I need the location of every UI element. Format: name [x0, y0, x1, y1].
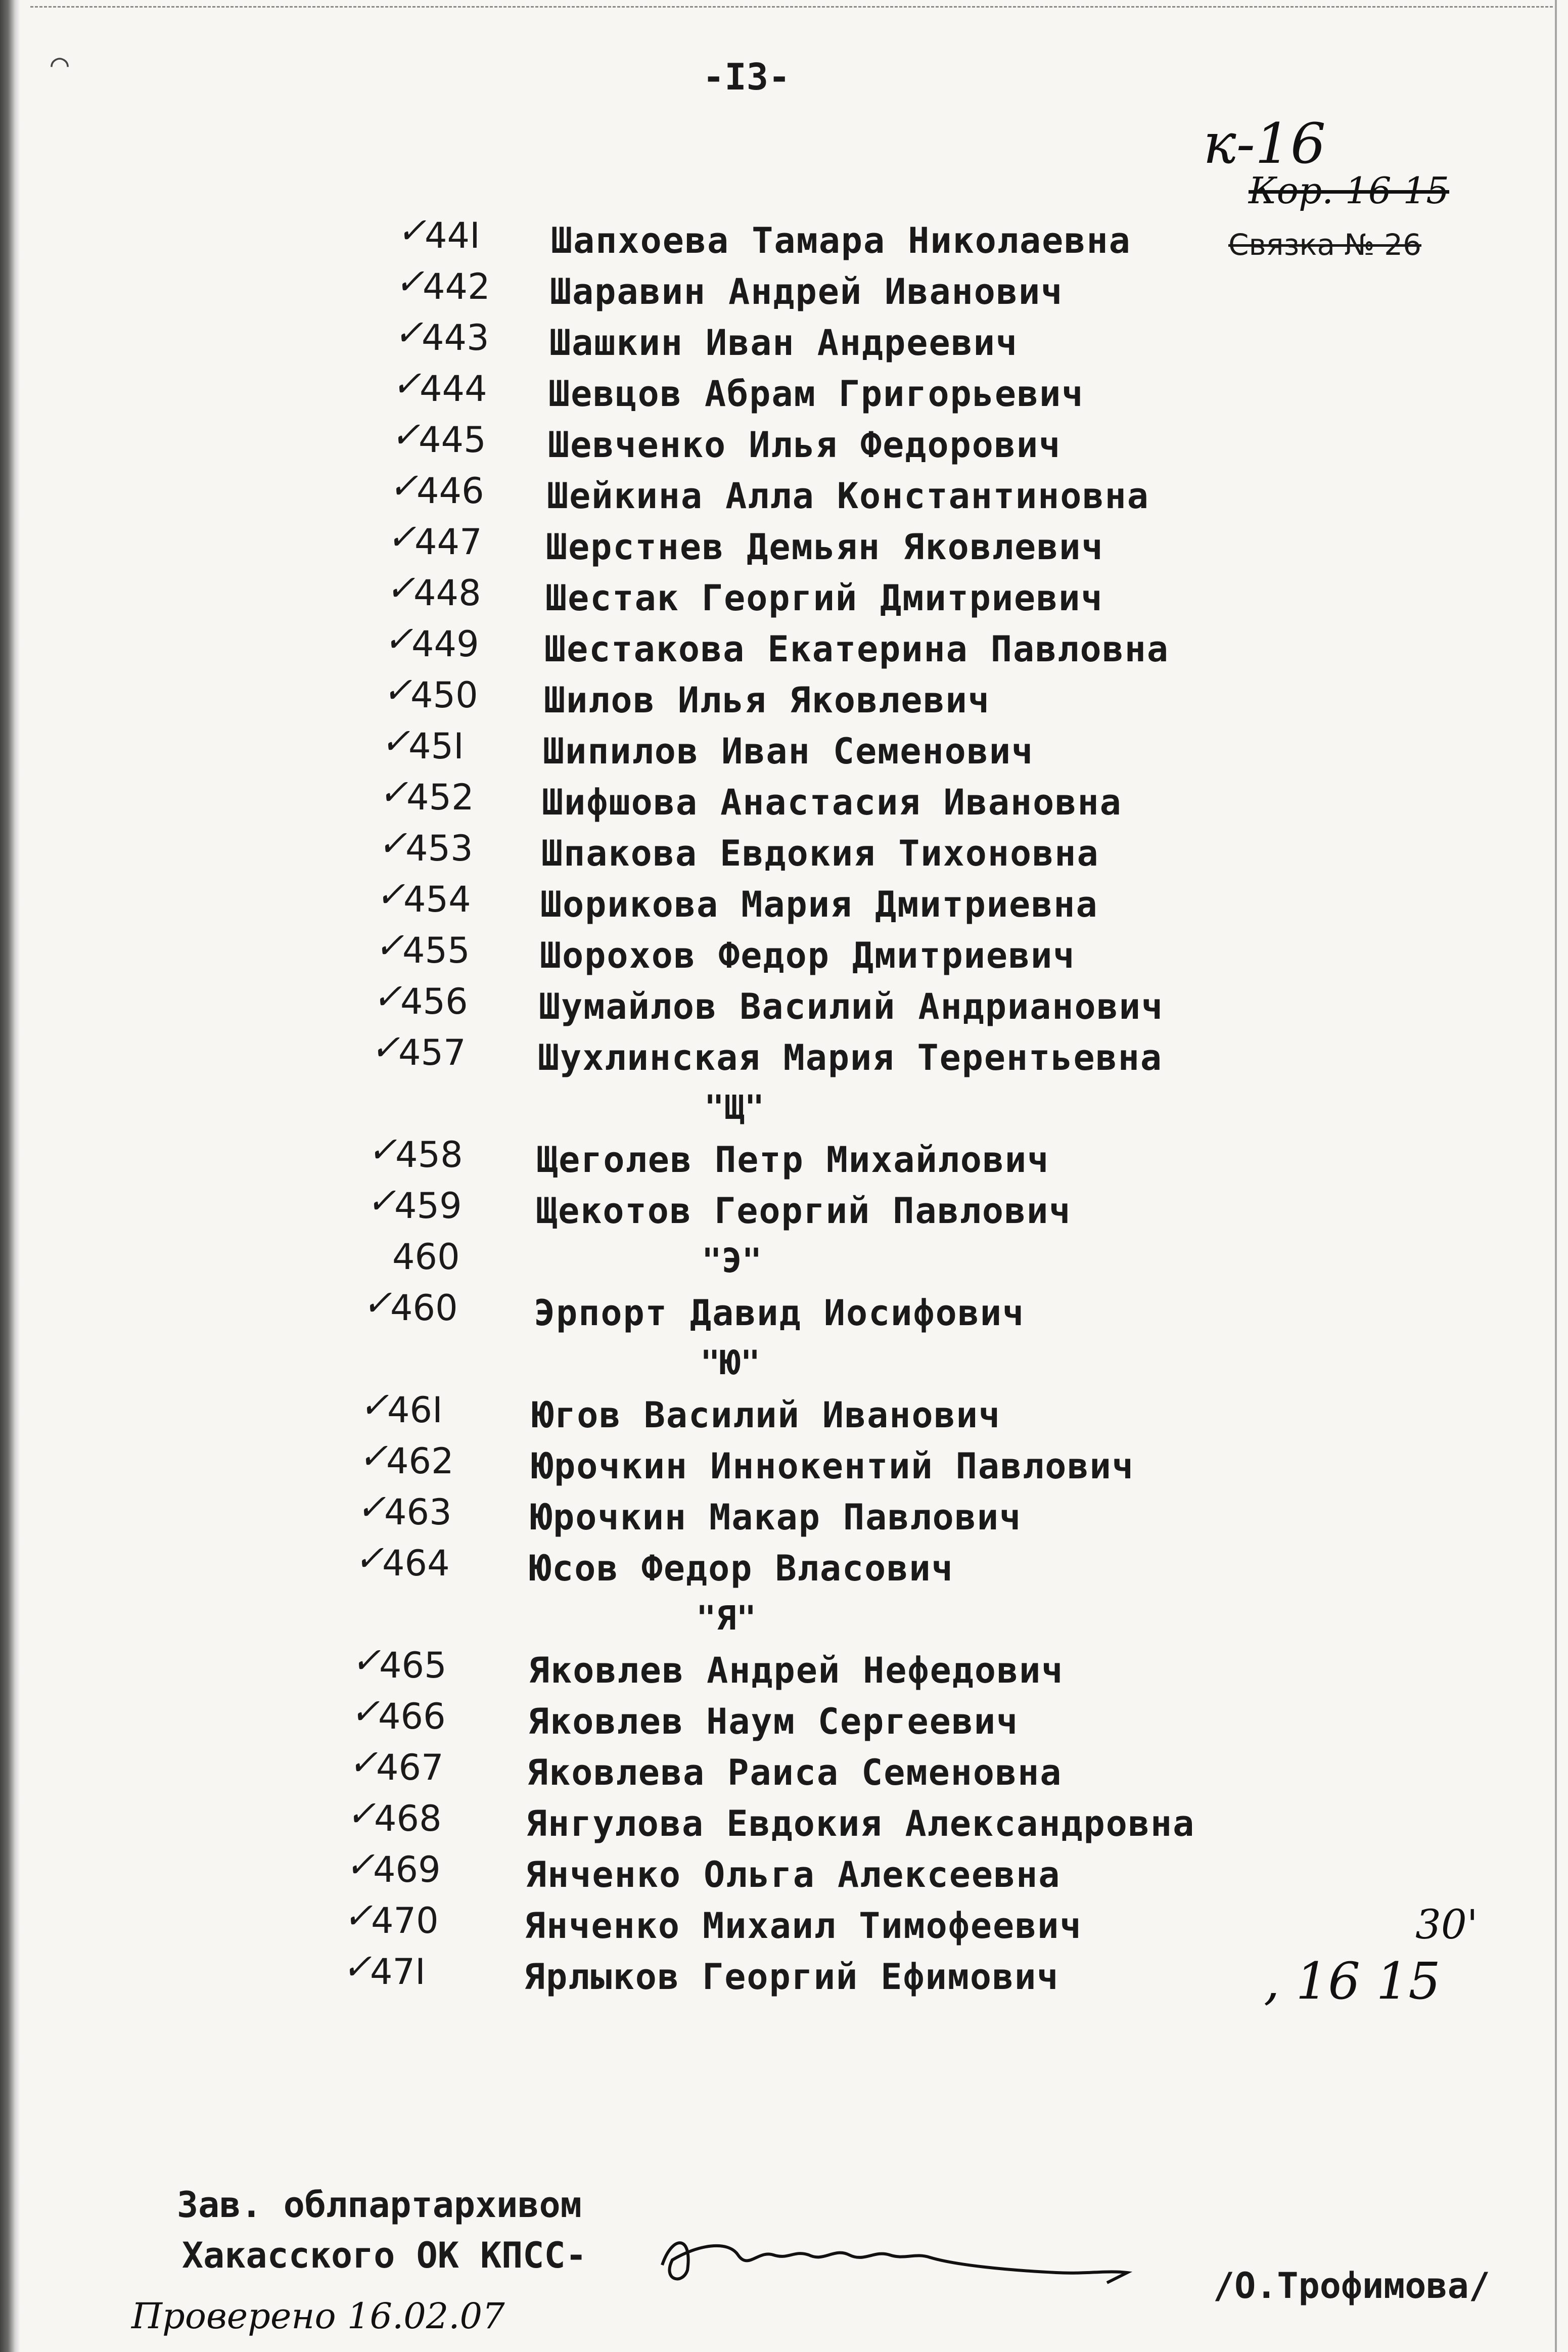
entry-number: 443 — [422, 317, 489, 358]
checkmark-icon: ✓ — [371, 1027, 400, 1068]
entry-number: 460 — [392, 1236, 460, 1278]
entry-number: 469 — [373, 1849, 441, 1890]
checkmark-icon: ✓ — [373, 976, 402, 1017]
entry-number: 450 — [410, 674, 478, 716]
entry-number: 447 — [414, 521, 482, 563]
entry-name: Шейкина Алла Константиновна — [547, 475, 1149, 517]
entry-name: Щеголев Петр Михайлович — [536, 1139, 1050, 1181]
checkmark-icon: ✓ — [356, 1486, 386, 1528]
entry-number: 448 — [413, 572, 481, 614]
entry-number: 467 — [376, 1747, 444, 1788]
letter-heading: "Э" — [702, 1241, 762, 1280]
footer-organization: Хакасского ОК КПСС- — [182, 2235, 587, 2276]
entry-name: Яковлев Наум Сергеевич — [528, 1701, 1019, 1742]
top-rule — [30, 6, 1553, 11]
box-annotation: Кор. 16 15 — [1249, 169, 1450, 212]
entry-number: 455 — [402, 930, 470, 971]
entry-name: Югов Василий Иванович — [532, 1394, 1001, 1436]
entry-number: 458 — [395, 1134, 463, 1175]
entry-number: 46I — [387, 1389, 443, 1431]
checkmark-icon: ✓ — [381, 720, 410, 762]
checkmark-icon: ✓ — [394, 312, 424, 353]
entry-number: 454 — [403, 879, 471, 920]
entry-name: Шашкин Иван Андреевич — [549, 322, 1019, 364]
entry-name: Яковлева Раиса Семеновна — [527, 1752, 1063, 1793]
entry-name: Шорикова Мария Дмитриевна — [540, 884, 1098, 925]
entry-name: Шевченко Илья Федорович — [548, 424, 1062, 466]
footer-signer: /О.Трофимова/ — [1213, 2265, 1490, 2306]
checkmark-icon: ✓ — [348, 1742, 378, 1783]
checkmark-icon: ✓ — [379, 772, 408, 813]
entry-number: 446 — [417, 470, 484, 512]
checkmark-icon: ✓ — [395, 261, 425, 302]
checkmark-icon: ✓ — [378, 823, 407, 864]
entry-name: Шерстнев Демьян Яковлевич — [546, 526, 1104, 568]
checkmark-icon: ✓ — [350, 1691, 380, 1732]
checkmark-icon: ✓ — [367, 1129, 397, 1170]
entry-number: 45I — [408, 726, 464, 767]
entry-name: Яковлев Андрей Нефедович — [528, 1650, 1064, 1691]
letter-heading: "Я" — [696, 1599, 757, 1638]
checkmark-icon: ✓ — [359, 1384, 389, 1426]
entry-number: 44I — [425, 215, 480, 256]
entry-number: 460 — [390, 1287, 458, 1329]
entry-name: Щекотов Георгий Павлович — [536, 1190, 1072, 1232]
checkmark-icon: ✓ — [342, 1946, 372, 1987]
entry-name: Ярлыков Георгий Ефимович — [524, 1956, 1059, 1998]
right-edge — [1555, 0, 1557, 2352]
binding-edge — [0, 0, 20, 2352]
checkmark-icon: ✓ — [354, 1537, 384, 1579]
letter-heading: "Ю" — [700, 1343, 761, 1382]
footer-title: Зав. облпартархивом — [177, 2184, 582, 2226]
checkmark-icon: ✓ — [351, 1640, 381, 1681]
entry-name: Шорохов Федор Дмитриевич — [540, 935, 1076, 976]
checkmark-icon: ✓ — [375, 925, 404, 966]
checkmark-icon: ✓ — [376, 874, 405, 915]
entry-number: 442 — [423, 266, 490, 307]
entry-number: 457 — [398, 1032, 466, 1073]
letter-heading: "Щ" — [704, 1088, 765, 1127]
entry-name: Юсов Федор Власович — [530, 1548, 954, 1589]
checkmark-icon: ✓ — [346, 1793, 376, 1834]
entry-number: 465 — [379, 1645, 447, 1686]
signature-image — [652, 2225, 1137, 2295]
entry-name: Янгулова Евдокия Александровна — [526, 1803, 1195, 1844]
entry-name: Юрочкин Макар Павлович — [531, 1497, 1022, 1538]
checkmark-icon: ✓ — [387, 516, 417, 558]
stray-mark: ⌒ — [51, 46, 69, 81]
entry-name: Янченко Ольга Алексеевна — [525, 1854, 1061, 1895]
entry-number: 470 — [371, 1900, 439, 1941]
entry-name: Шухлинская Мария Терентьевна — [538, 1037, 1163, 1078]
entry-name: Шапхоева Тамара Николаевна — [551, 220, 1131, 261]
entry-name: Шумайлов Василий Андрианович — [539, 986, 1164, 1027]
entry-name: Шестакова Екатерина Павловна — [544, 628, 1170, 670]
entry-number: 449 — [411, 623, 479, 665]
checkmark-icon: ✓ — [343, 1895, 373, 1936]
entry-name: Янченко Михаил Тимофеевич — [524, 1905, 1082, 1947]
checkmark-icon: ✓ — [389, 465, 419, 507]
entry-name: Шипилов Иван Семенович — [543, 731, 1034, 772]
box-number-annotation: , 16 15 — [1264, 1952, 1441, 2011]
entry-number: 452 — [406, 777, 474, 818]
entry-number: 456 — [400, 981, 468, 1022]
checkmark-icon: ✓ — [345, 1844, 375, 1885]
entry-number: 453 — [405, 828, 473, 869]
entry-name: Юрочкин Иннокентий Павлович — [532, 1445, 1134, 1487]
checkmark-icon: ✓ — [366, 1180, 396, 1222]
entry-number: 459 — [394, 1185, 462, 1227]
entry-number: 468 — [374, 1798, 442, 1839]
entry-number: 463 — [384, 1491, 452, 1533]
bundle-annotation: Связка № 26 — [1228, 228, 1421, 262]
checkmark-icon: ✓ — [391, 414, 421, 456]
entry-number: 444 — [420, 368, 487, 410]
entry-number: 466 — [378, 1696, 446, 1737]
page-count-annotation: 30' — [1415, 1901, 1478, 1948]
verification-note: Проверено 16.02.07 — [131, 2295, 505, 2337]
entry-name: Шпакова Евдокия Тихоновна — [541, 833, 1099, 874]
entry-number: 462 — [386, 1440, 454, 1482]
entry-name: Шестак Георгий Дмитриевич — [545, 577, 1103, 619]
entry-name: Шифшова Анастасия Ивановна — [542, 782, 1122, 823]
entry-name: Шаравин Андрей Иванович — [550, 271, 1064, 312]
checkmark-icon: ✓ — [392, 363, 422, 404]
checkmark-icon: ✓ — [397, 210, 427, 251]
checkmark-icon: ✓ — [386, 567, 416, 609]
entry-name: Шевцов Абрам Григорьевич — [548, 373, 1084, 415]
checkmark-icon: ✓ — [362, 1282, 392, 1324]
checkmark-icon: ✓ — [358, 1435, 388, 1477]
entry-name: Эрпорт Давид Иосифович — [534, 1292, 1025, 1334]
page-number: -I3- — [703, 56, 791, 98]
entry-number: 445 — [419, 419, 486, 461]
archive-code-annotation: к-16 — [1203, 111, 1326, 176]
checkmark-icon: ✓ — [383, 669, 412, 711]
entry-number: 464 — [382, 1543, 450, 1584]
entry-name: Шилов Илья Яковлевич — [544, 680, 990, 721]
entry-number: 47I — [370, 1951, 426, 1993]
checkmark-icon: ✓ — [384, 618, 413, 660]
